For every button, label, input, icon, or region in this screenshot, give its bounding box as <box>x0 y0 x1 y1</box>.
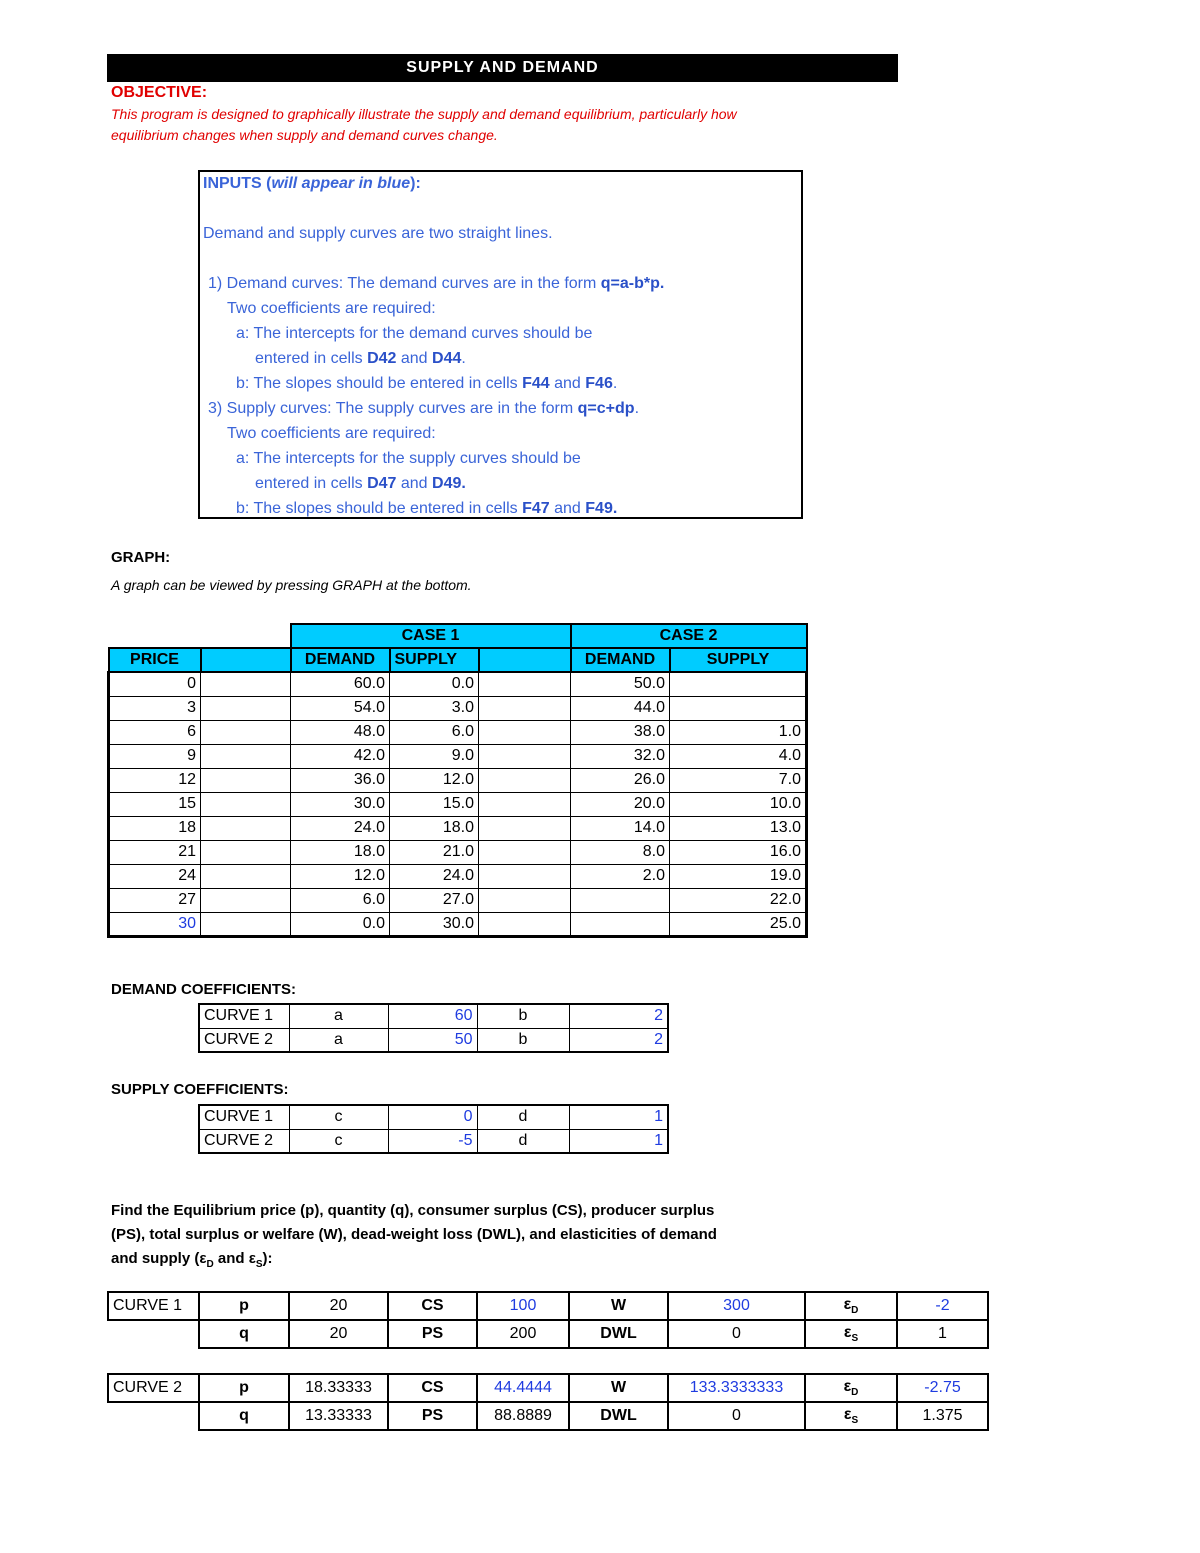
supply2-cell: 13.0 <box>670 816 807 840</box>
supply1-cell: 24.0 <box>390 864 479 888</box>
coef-a-label: a <box>289 1004 388 1028</box>
blank-cell <box>201 864 291 888</box>
price-cell: 3 <box>109 696 201 720</box>
inputs-heading <box>203 175 421 193</box>
inputs-line-6 <box>236 375 617 393</box>
inputs-l11d: F49. <box>585 500 618 517</box>
coef-d-value: 1 <box>569 1129 668 1153</box>
elasticity-supply-label <box>805 1402 897 1430</box>
inputs-line-1: Demand and supply curves are two straight lines. <box>203 225 553 242</box>
question-line-3 <box>111 1247 717 1277</box>
ps-value: 200 <box>477 1320 569 1348</box>
table-row <box>109 672 807 696</box>
coef-a-label: a <box>289 1028 388 1052</box>
p-label: p <box>199 1374 289 1402</box>
blank-cell <box>201 672 291 696</box>
inputs-l10d: D49. <box>432 475 466 492</box>
demand1-cell: 54.0 <box>291 696 390 720</box>
inputs-heading-a: INPUTS ( <box>203 175 272 192</box>
inputs-line-10 <box>255 475 466 493</box>
objective-heading: OBJECTIVE: <box>111 84 208 101</box>
price-cell: 24 <box>109 864 201 888</box>
dwl-value: 0 <box>668 1402 805 1430</box>
price-cell: 0 <box>109 672 201 696</box>
demand2-cell: 14.0 <box>571 816 670 840</box>
blank-cell <box>479 768 571 792</box>
demand-coef-row <box>199 1028 668 1052</box>
elasticity-supply-label <box>805 1320 897 1348</box>
inputs-l5e: . <box>461 350 466 367</box>
demand2-cell: 8.0 <box>571 840 670 864</box>
supply2-cell: 7.0 <box>670 768 807 792</box>
coef-a-value: 50 <box>388 1028 477 1052</box>
demand2-cell <box>571 912 670 936</box>
supply1-cell: 9.0 <box>390 744 479 768</box>
blank-cell <box>201 696 291 720</box>
coef-d-label: d <box>477 1105 569 1129</box>
supply1-cell: 21.0 <box>390 840 479 864</box>
blank-cell <box>201 768 291 792</box>
blank-cell <box>479 720 571 744</box>
coef-d-label: d <box>477 1129 569 1153</box>
coef-c-value: -5 <box>388 1129 477 1153</box>
epsilon-symbol: ε <box>843 1405 852 1423</box>
demand2-cell: 44.0 <box>571 696 670 720</box>
inputs-line-2 <box>208 275 664 293</box>
elasticity-supply-value: 1 <box>897 1320 988 1348</box>
table-row <box>109 864 807 888</box>
blank-header <box>479 648 571 672</box>
supply2-cell: 4.0 <box>670 744 807 768</box>
table-row <box>109 840 807 864</box>
w-label: W <box>569 1292 668 1320</box>
inputs-l6b: F44 <box>522 375 550 392</box>
sub-d: D <box>851 1305 859 1317</box>
objective-line-1: This program is designed to graphically illustrate the supply and demand equilibrium, particularly how <box>111 106 737 122</box>
w-value: 300 <box>668 1292 805 1320</box>
price-cell: 27 <box>109 888 201 912</box>
curve-label: CURVE 1 <box>199 1004 289 1028</box>
cs-label: CS <box>388 1292 477 1320</box>
blank-cell <box>479 672 571 696</box>
elasticity-demand-value: -2 <box>897 1292 988 1320</box>
demand-coef-heading: DEMAND COEFFICIENTS: <box>111 981 296 998</box>
inputs-line-5 <box>255 350 466 368</box>
coef-c-value: 0 <box>388 1105 477 1129</box>
supply2-cell <box>670 672 807 696</box>
supply-coef-row <box>199 1105 668 1129</box>
inputs-line-7 <box>208 400 639 418</box>
curve-label: CURVE 1 <box>199 1105 289 1129</box>
q-label: q <box>199 1402 289 1430</box>
supply1-cell: 3.0 <box>390 696 479 720</box>
demand1-header: DEMAND <box>291 648 390 672</box>
question-line-1: Find the Equilibrium price (p), quantity (q), consumer surplus (CS), producer surplus <box>111 1202 715 1219</box>
supply1-cell: 12.0 <box>390 768 479 792</box>
inputs-l6a: b: The slopes should be entered in cells <box>236 375 523 392</box>
results-row-1 <box>108 1374 988 1402</box>
objective-text <box>111 104 871 146</box>
inputs-l10b: D47 <box>367 475 397 492</box>
question-text <box>111 1199 717 1277</box>
demand1-cell: 48.0 <box>291 720 390 744</box>
coef-d-value: 1 <box>569 1105 668 1129</box>
price-cell: 21 <box>109 840 201 864</box>
inputs-line-9: a: The intercepts for the supply curves should be <box>236 450 581 467</box>
blank-cell <box>479 816 571 840</box>
supply2-cell: 22.0 <box>670 888 807 912</box>
inputs-heading-b: will appear in blue <box>271 175 411 192</box>
demand1-cell: 30.0 <box>291 792 390 816</box>
blank-cell <box>109 624 201 648</box>
results-table <box>107 1291 989 1349</box>
coef-b-label: b <box>477 1028 569 1052</box>
sub-d: D <box>851 1387 859 1399</box>
curve-label: CURVE 2 <box>199 1129 289 1153</box>
curve-label: CURVE 2 <box>199 1028 289 1052</box>
inputs-line-3: Two coefficients are required: <box>227 300 436 317</box>
column-header-row <box>109 648 807 672</box>
demand1-cell: 60.0 <box>291 672 390 696</box>
coef-b-value: 2 <box>569 1028 668 1052</box>
inputs-l10a: entered in cells <box>255 475 368 492</box>
demand2-cell: 50.0 <box>571 672 670 696</box>
cs-label: CS <box>388 1374 477 1402</box>
table-row <box>109 816 807 840</box>
coef-c-label: c <box>289 1129 388 1153</box>
table-row <box>109 912 807 936</box>
ps-label: PS <box>388 1320 477 1348</box>
sub-s: S <box>851 1333 859 1345</box>
results-table <box>107 1373 989 1431</box>
p-value: 18.33333 <box>289 1374 388 1402</box>
question-line-2: (PS), total surplus or welfare (W), dead-weight loss (DWL), and elasticities of demand <box>111 1226 717 1243</box>
blank-cell <box>108 1320 199 1348</box>
supply2-cell: 1.0 <box>670 720 807 744</box>
supply2-header: SUPPLY <box>670 648 807 672</box>
price-header: PRICE <box>109 648 201 672</box>
price-cell: 15 <box>109 792 201 816</box>
demand2-header: DEMAND <box>571 648 670 672</box>
epsilon-symbol: ε <box>843 1323 852 1341</box>
blank-cell <box>201 816 291 840</box>
price-cell: 18 <box>109 816 201 840</box>
question-line-3a: and supply (ε <box>111 1250 207 1267</box>
results-row-2 <box>108 1402 988 1430</box>
supply1-cell: 30.0 <box>390 912 479 936</box>
case1-header: CASE 1 <box>291 624 571 648</box>
ps-label: PS <box>388 1402 477 1430</box>
question-line-3c: and ε <box>213 1250 256 1267</box>
supply-coef-heading: SUPPLY COEFFICIENTS: <box>111 1081 289 1098</box>
supply1-cell: 18.0 <box>390 816 479 840</box>
supply2-cell: 25.0 <box>670 912 807 936</box>
demand1-cell: 0.0 <box>291 912 390 936</box>
inputs-l7b: q=c+dp <box>577 400 635 417</box>
demand-coef-table <box>198 1003 669 1053</box>
epsilon-symbol: ε <box>843 1377 852 1395</box>
price-table <box>107 623 808 938</box>
price-cell: 30 <box>109 912 201 936</box>
blank-cell <box>201 888 291 912</box>
supply2-cell: 10.0 <box>670 792 807 816</box>
dwl-label: DWL <box>569 1320 668 1348</box>
inputs-heading-c: ): <box>410 175 421 192</box>
demand1-cell: 12.0 <box>291 864 390 888</box>
coef-b-value: 2 <box>569 1004 668 1028</box>
elasticity-demand-value: -2.75 <box>897 1374 988 1402</box>
demand-coef-row <box>199 1004 668 1028</box>
curve-label: CURVE 1 <box>108 1292 199 1320</box>
elasticity-supply-value: 1.375 <box>897 1402 988 1430</box>
demand2-cell <box>571 888 670 912</box>
demand2-cell: 2.0 <box>571 864 670 888</box>
w-label: W <box>569 1374 668 1402</box>
inputs-box <box>198 170 803 519</box>
blank-cell <box>201 624 291 648</box>
q-label: q <box>199 1320 289 1348</box>
supply1-cell: 15.0 <box>390 792 479 816</box>
coef-a-value: 60 <box>388 1004 477 1028</box>
table-row <box>109 888 807 912</box>
supply2-cell: 16.0 <box>670 840 807 864</box>
table-row <box>109 720 807 744</box>
blank-cell <box>479 792 571 816</box>
coef-b-label: b <box>477 1004 569 1028</box>
coef-c-label: c <box>289 1105 388 1129</box>
w-value: 133.3333333 <box>668 1374 805 1402</box>
objective-line-2: equilibrium changes when supply and demand curves change. <box>111 127 498 143</box>
blank-cell <box>201 720 291 744</box>
supply-coef-row <box>199 1129 668 1153</box>
ps-value: 88.8889 <box>477 1402 569 1430</box>
question-sub-s: S <box>255 1259 263 1270</box>
inputs-l11b: F47 <box>522 500 550 517</box>
graph-heading: GRAPH: <box>111 549 171 566</box>
demand2-cell: 20.0 <box>571 792 670 816</box>
inputs-l6c: and <box>549 375 586 392</box>
case-header-row <box>109 624 807 648</box>
price-cell: 9 <box>109 744 201 768</box>
inputs-line-11 <box>236 500 617 518</box>
table-row <box>109 696 807 720</box>
blank-cell <box>201 912 291 936</box>
supply1-cell: 6.0 <box>390 720 479 744</box>
blank-cell <box>201 840 291 864</box>
inputs-l6e: . <box>612 375 618 392</box>
supply1-cell: 27.0 <box>390 888 479 912</box>
blank-cell <box>479 744 571 768</box>
blank-cell <box>479 888 571 912</box>
inputs-l7c: . <box>634 400 640 417</box>
blank-cell <box>479 696 571 720</box>
p-label: p <box>199 1292 289 1320</box>
inputs-l5c: and <box>396 350 433 367</box>
demand1-cell: 36.0 <box>291 768 390 792</box>
supply1-cell: 0.0 <box>390 672 479 696</box>
inputs-l6d: F46 <box>585 375 613 392</box>
demand2-cell: 26.0 <box>571 768 670 792</box>
inputs-line-8: Two coefficients are required: <box>227 425 436 442</box>
cs-value: 44.4444 <box>477 1374 569 1402</box>
demand2-cell: 38.0 <box>571 720 670 744</box>
inputs-l11c: and <box>549 500 586 517</box>
results-row-1 <box>108 1292 988 1320</box>
supply1-header: SUPPLY <box>390 648 479 672</box>
blank-cell <box>479 864 571 888</box>
table-row <box>109 744 807 768</box>
blank-cell <box>479 840 571 864</box>
sub-s: S <box>851 1415 859 1427</box>
dwl-label: DWL <box>569 1402 668 1430</box>
inputs-l7a: 3) Supply curves: The supply curves are in the form <box>208 400 578 417</box>
blank-cell <box>201 792 291 816</box>
supply2-cell: 19.0 <box>670 864 807 888</box>
p-value: 20 <box>289 1292 388 1320</box>
demand2-cell: 32.0 <box>571 744 670 768</box>
demand1-cell: 18.0 <box>291 840 390 864</box>
curve-label: CURVE 2 <box>108 1374 199 1402</box>
price-cell: 12 <box>109 768 201 792</box>
question-line-3e: ): <box>262 1250 273 1267</box>
blank-cell <box>201 744 291 768</box>
inputs-l11a: b: The slopes should be entered in cells <box>236 500 523 517</box>
inputs-l5a: entered in cells <box>255 350 368 367</box>
q-value: 13.33333 <box>289 1402 388 1430</box>
case2-header: CASE 2 <box>571 624 807 648</box>
inputs-l5d: D44 <box>432 350 462 367</box>
page-title: SUPPLY AND DEMAND <box>107 54 898 82</box>
question-sub-d: D <box>206 1259 214 1270</box>
q-value: 20 <box>289 1320 388 1348</box>
dwl-value: 0 <box>668 1320 805 1348</box>
inputs-l5b: D42 <box>367 350 397 367</box>
elasticity-demand-label <box>805 1374 897 1402</box>
results-row-2 <box>108 1320 988 1348</box>
inputs-l2b: q=a-b*p. <box>600 275 665 292</box>
inputs-line-4: a: The intercepts for the demand curves should be <box>236 325 593 342</box>
cs-value: 100 <box>477 1292 569 1320</box>
price-cell: 6 <box>109 720 201 744</box>
elasticity-demand-label <box>805 1292 897 1320</box>
demand1-cell: 42.0 <box>291 744 390 768</box>
demand1-cell: 24.0 <box>291 816 390 840</box>
table-row <box>109 792 807 816</box>
demand1-cell: 6.0 <box>291 888 390 912</box>
graph-note: A graph can be viewed by pressing GRAPH at the bottom. <box>111 577 472 593</box>
inputs-l2a: 1) Demand curves: The demand curves are in the form <box>208 275 601 292</box>
supply-coef-table <box>198 1104 669 1154</box>
epsilon-symbol: ε <box>843 1295 852 1313</box>
table-row <box>109 768 807 792</box>
supply2-cell <box>670 696 807 720</box>
blank-cell <box>108 1402 199 1430</box>
blank-cell <box>479 912 571 936</box>
inputs-l10c: and <box>396 475 433 492</box>
blank-header <box>201 648 291 672</box>
